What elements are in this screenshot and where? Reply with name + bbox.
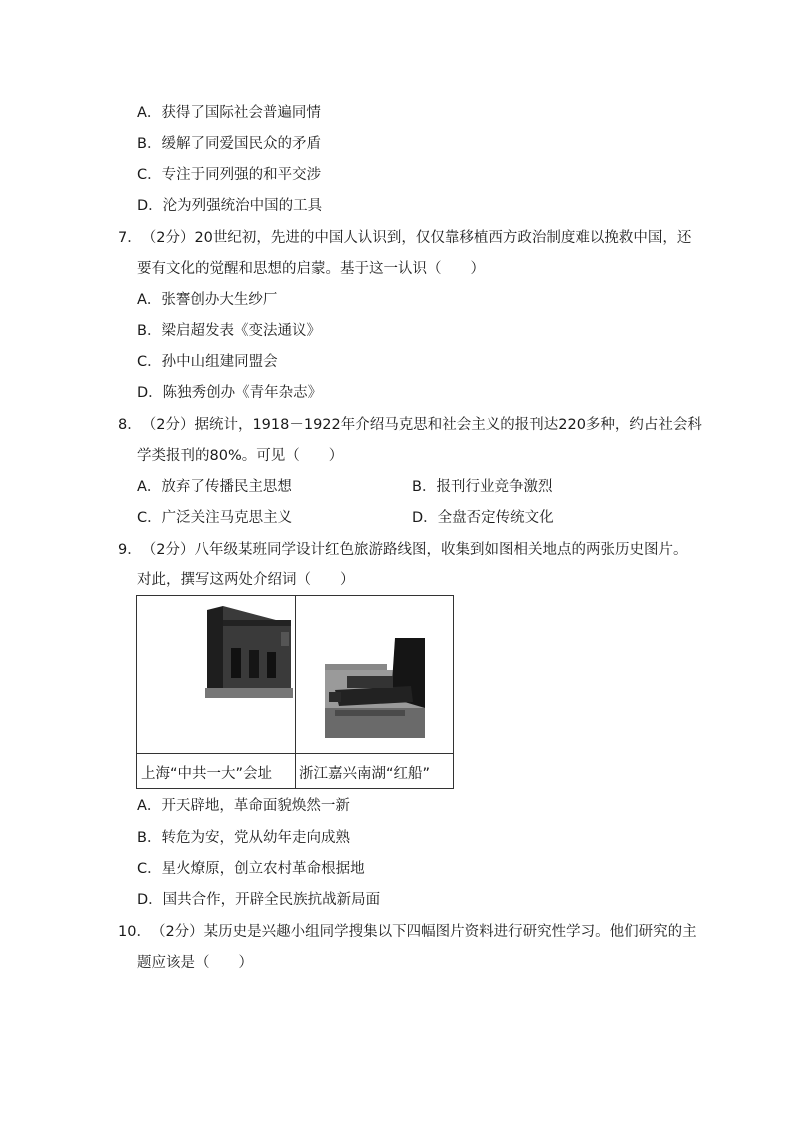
option-text: 放弃了传播民主思想: [161, 479, 292, 495]
option-text: 沦为列强统治中国的工具: [162, 198, 323, 214]
option-letter: C．: [137, 510, 162, 526]
option-text: 报刊行业竞争激烈: [436, 479, 553, 495]
option-text: 陈独秀创办《青年杂志》: [162, 385, 323, 401]
option-letter: A．: [137, 798, 162, 814]
q8-stem-line2: 学类报刊的80%。可见（ ）: [137, 448, 344, 464]
option-letter: A．: [137, 105, 162, 121]
q6-option-d[interactable]: [137, 196, 322, 216]
q8-option-d[interactable]: [412, 508, 554, 528]
q8-option-a[interactable]: [137, 477, 292, 497]
option-letter: D．: [137, 892, 163, 908]
option-letter: B．: [137, 830, 162, 846]
q6-option-b[interactable]: [137, 134, 321, 154]
option-text: 星火燎原，创立农村革命根据地: [161, 861, 365, 877]
question-number: 8．: [118, 417, 142, 433]
option-letter: C．: [137, 861, 162, 877]
q7-stem-line1: [118, 228, 691, 248]
q8-option-b[interactable]: [412, 477, 552, 497]
question-number: 9．: [118, 542, 142, 558]
option-text: 张謇创办大生纱厂: [161, 292, 278, 308]
q9-option-c[interactable]: [137, 859, 365, 879]
q6-option-c[interactable]: [137, 165, 321, 185]
q9-option-a[interactable]: [137, 796, 350, 816]
option-letter: C．: [137, 167, 162, 183]
question-text: （2分）20世纪初，先进的中国人认识到，仅仅靠移植西方政治制度难以挽救中国，还: [141, 230, 692, 246]
question-text: （2分）八年级某班同学设计红色旅游路线图，收集到如图相关地点的两张历史图片。: [141, 542, 688, 558]
q7-option-b[interactable]: [137, 321, 321, 341]
option-letter: A．: [137, 479, 162, 495]
question-number: 10．: [118, 924, 151, 940]
option-text: 国共合作，开辟全民族抗战新局面: [162, 892, 381, 908]
option-text: 缓解了同爱国民众的矛盾: [161, 136, 321, 152]
question-number: 7．: [118, 230, 142, 246]
question-text: （2分）据统计，1918－1922年介绍马克思和社会主义的报刊达220多种，约占社会科: [141, 417, 702, 433]
q6-option-a[interactable]: [137, 103, 321, 123]
option-letter: B．: [412, 479, 437, 495]
photo-caption-shanghai: 上海“中共一大”会址: [141, 766, 273, 782]
photo-table: [136, 595, 454, 789]
option-text: 全盘否定传统文化: [437, 510, 554, 526]
shanghai-building-photo: [205, 602, 293, 698]
option-letter: D．: [412, 510, 438, 526]
option-text: 开天辟地，革命面貌焕然一新: [161, 798, 350, 814]
option-text: 专注于同列强的和平交涉: [161, 167, 322, 183]
table-divider-horizontal: [137, 753, 453, 754]
q7-stem-line2: 要有文化的觉醒和思想的启蒙。基于这一认识（ ）: [137, 261, 485, 277]
q9-stem-line2: 对此，撰写这两处介绍词（ ）: [137, 572, 355, 588]
q9-option-d[interactable]: [137, 890, 380, 910]
jiaxing-red-boat-photo: [325, 638, 425, 738]
option-text: 转危为安，党从幼年走向成熟: [161, 830, 350, 846]
option-letter: D．: [137, 198, 163, 214]
table-divider-vertical: [295, 596, 296, 788]
q7-option-d[interactable]: [137, 383, 322, 403]
option-text: 梁启超发表《变法通议》: [161, 323, 321, 339]
option-letter: A．: [137, 292, 162, 308]
q9-stem-line1: [118, 540, 687, 560]
option-text: 广泛关注马克思主义: [161, 510, 293, 526]
q10-stem-line2: 题应该是（ ）: [137, 955, 253, 971]
q8-stem-line1: [118, 415, 702, 435]
q8-option-c[interactable]: [137, 508, 292, 528]
option-letter: B．: [137, 323, 162, 339]
q7-option-a[interactable]: [137, 290, 277, 310]
q9-option-b[interactable]: [137, 828, 350, 848]
q7-option-c[interactable]: [137, 352, 278, 372]
option-text: 获得了国际社会普遍同情: [161, 105, 321, 121]
option-text: 孙中山组建同盟会: [161, 354, 278, 370]
option-letter: C．: [137, 354, 162, 370]
photo-caption-jiaxing: 浙江嘉兴南湖“红船”: [299, 766, 431, 782]
option-letter: B．: [137, 136, 162, 152]
option-letter: D．: [137, 385, 163, 401]
q10-stem-line1: [118, 922, 697, 942]
question-text: （2分）某历史是兴趣小组同学搜集以下四幅图片资料进行研究性学习。他们研究的主: [150, 924, 697, 940]
